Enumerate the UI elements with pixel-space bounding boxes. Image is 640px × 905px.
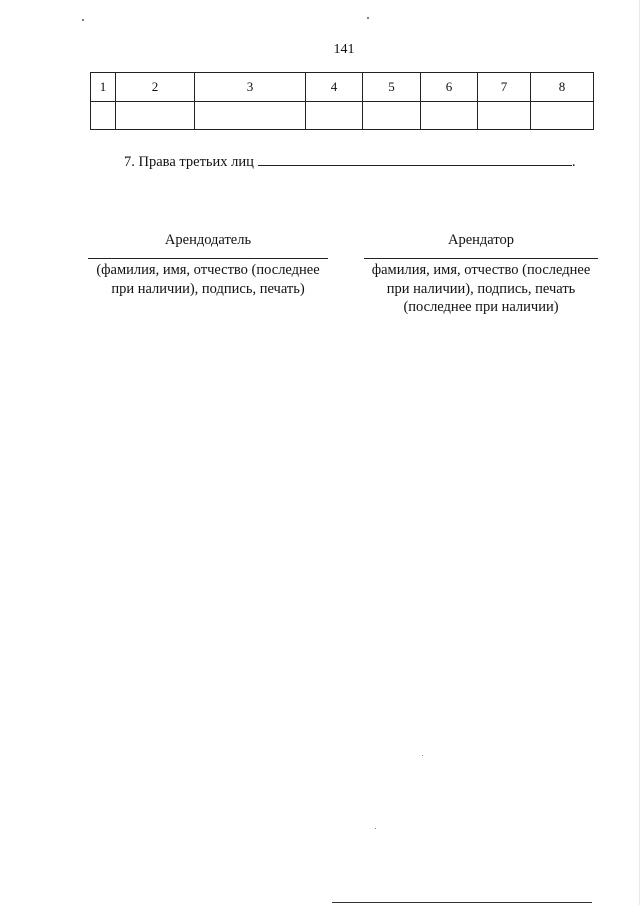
table-cell — [116, 102, 195, 130]
table-header-row — [91, 73, 594, 102]
table-cell — [531, 102, 594, 130]
table-cell — [306, 102, 363, 130]
table-cell — [195, 102, 306, 130]
data-table — [90, 72, 594, 130]
table-cell — [91, 102, 116, 130]
table-row — [91, 102, 594, 130]
scan-speck — [422, 755, 423, 756]
page-number: 141 — [333, 42, 355, 57]
tenant-signature-block — [364, 232, 598, 317]
column-header: 4 — [306, 73, 363, 102]
column-header: 6 — [421, 73, 478, 102]
table-cell — [478, 102, 531, 130]
third-party-rights-end-mark: . — [571, 154, 576, 170]
column-header: 1 — [91, 73, 116, 102]
landlord-signature-block — [88, 232, 328, 298]
landlord-signature-line — [88, 258, 328, 259]
tenant-signature-note: фамилия, имя, отчество (последнее при наличии), подпись, печать (последнее при наличии) — [371, 262, 591, 315]
third-party-rights — [124, 151, 576, 171]
tenant-signature-line — [364, 258, 598, 259]
scan-speck — [375, 828, 376, 829]
column-header: 7 — [478, 73, 531, 102]
column-header: 5 — [363, 73, 421, 102]
third-party-rights-label: 7. Права третьих лиц — [124, 154, 254, 170]
scan-speck — [82, 19, 84, 21]
table-cell — [363, 102, 421, 130]
landlord-role: Арендодатель — [164, 232, 252, 248]
table-cell — [421, 102, 478, 130]
column-header: 2 — [116, 73, 195, 102]
tenant-role: Арендатор — [447, 232, 514, 248]
column-header: 8 — [531, 73, 594, 102]
landlord-signature-note: (фамилия, имя, отчество (последнее при наличии), подпись, печать) — [96, 262, 320, 297]
scan-speck — [367, 17, 369, 19]
third-party-rights-blank — [258, 151, 572, 166]
scan-bottom-rule — [332, 902, 592, 903]
column-header: 3 — [195, 73, 306, 102]
